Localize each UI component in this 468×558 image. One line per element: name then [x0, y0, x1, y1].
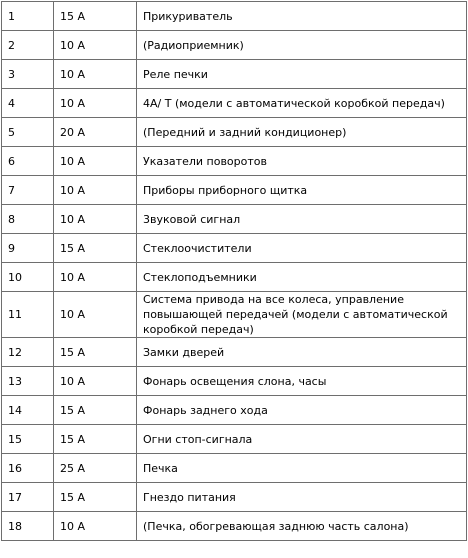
fuse-number-cell: 13	[2, 367, 54, 396]
fuse-number-cell: 3	[2, 60, 54, 89]
table-row	[2, 454, 467, 483]
table-row	[2, 292, 467, 338]
fuse-rating-cell: 10 A	[54, 205, 137, 234]
table-row	[2, 234, 467, 263]
fuse-rating-cell: 10 A	[54, 367, 137, 396]
table-row	[2, 2, 467, 31]
table-row	[2, 483, 467, 512]
fuse-description-cell: Система привода на все колеса, управление повышающей передачей (модели с автоматической коробкой передач)	[137, 292, 467, 338]
fuse-description-cell: (Печка, обогревающая заднюю часть салона)	[137, 512, 467, 541]
fuse-number-cell: 4	[2, 89, 54, 118]
fuse-rating-cell: 10 A	[54, 60, 137, 89]
fuse-rating-cell: 20 A	[54, 118, 137, 147]
fuse-number-cell: 10	[2, 263, 54, 292]
fuse-number-cell: 16	[2, 454, 54, 483]
fuse-description-cell: Реле печки	[137, 60, 467, 89]
fuse-description-cell: 4A/ T (модели с автоматической коробкой передач)	[137, 89, 467, 118]
fuse-table	[1, 1, 467, 541]
table-row	[2, 118, 467, 147]
fuse-description-cell: Приборы приборного щитка	[137, 176, 467, 205]
fuse-number-cell: 14	[2, 396, 54, 425]
fuse-description-cell: Замки дверей	[137, 338, 467, 367]
fuse-rating-cell: 10 A	[54, 176, 137, 205]
fuse-number-cell: 17	[2, 483, 54, 512]
fuse-number-cell: 6	[2, 147, 54, 176]
fuse-description-cell: Фонарь освещения слона, часы	[137, 367, 467, 396]
fuse-number-cell: 18	[2, 512, 54, 541]
fuse-number-cell: 1	[2, 2, 54, 31]
fuse-rating-cell: 15 A	[54, 425, 137, 454]
fuse-rating-cell: 10 A	[54, 31, 137, 60]
table-row	[2, 89, 467, 118]
fuse-description-cell: Указатели поворотов	[137, 147, 467, 176]
fuse-number-cell: 11	[2, 292, 54, 338]
table-row	[2, 396, 467, 425]
fuse-description-cell: Стеклоподъемники	[137, 263, 467, 292]
fuse-rating-cell: 15 A	[54, 2, 137, 31]
fuse-description-cell: Стеклоочистители	[137, 234, 467, 263]
table-row	[2, 60, 467, 89]
fuse-number-cell: 5	[2, 118, 54, 147]
fuse-rating-cell: 10 A	[54, 512, 137, 541]
fuse-rating-cell: 10 A	[54, 89, 137, 118]
fuse-number-cell: 9	[2, 234, 54, 263]
fuse-description-cell: Печка	[137, 454, 467, 483]
fuse-description-cell: Фонарь заднего хода	[137, 396, 467, 425]
table-row	[2, 205, 467, 234]
fuse-number-cell: 8	[2, 205, 54, 234]
fuse-description-cell: Гнездо питания	[137, 483, 467, 512]
fuse-rating-cell: 15 A	[54, 483, 137, 512]
table-row	[2, 263, 467, 292]
fuse-rating-cell: 15 A	[54, 396, 137, 425]
fuse-number-cell: 12	[2, 338, 54, 367]
fuse-number-cell: 2	[2, 31, 54, 60]
table-row	[2, 425, 467, 454]
fuse-description-cell: Прикуриватель	[137, 2, 467, 31]
table-row	[2, 367, 467, 396]
fuse-rating-cell: 10 A	[54, 292, 137, 338]
fuse-description-cell: 3вуковой сигнал	[137, 205, 467, 234]
fuse-rating-cell: 25 A	[54, 454, 137, 483]
table-row	[2, 147, 467, 176]
fuse-rating-cell: 15 A	[54, 234, 137, 263]
fuse-description-cell: (Радиоприемник)	[137, 31, 467, 60]
fuse-number-cell: 15	[2, 425, 54, 454]
fuse-description-cell: Огни стоп-сигнала	[137, 425, 467, 454]
fuse-rating-cell: 15 A	[54, 338, 137, 367]
fuse-description-cell: (Передний и задний кондиционер)	[137, 118, 467, 147]
table-row	[2, 512, 467, 541]
fuse-rating-cell: 10 A	[54, 147, 137, 176]
table-row	[2, 176, 467, 205]
fuse-rating-cell: 10 A	[54, 263, 137, 292]
fuse-number-cell: 7	[2, 176, 54, 205]
table-row	[2, 338, 467, 367]
table-row	[2, 31, 467, 60]
fuse-table-body	[2, 2, 467, 541]
